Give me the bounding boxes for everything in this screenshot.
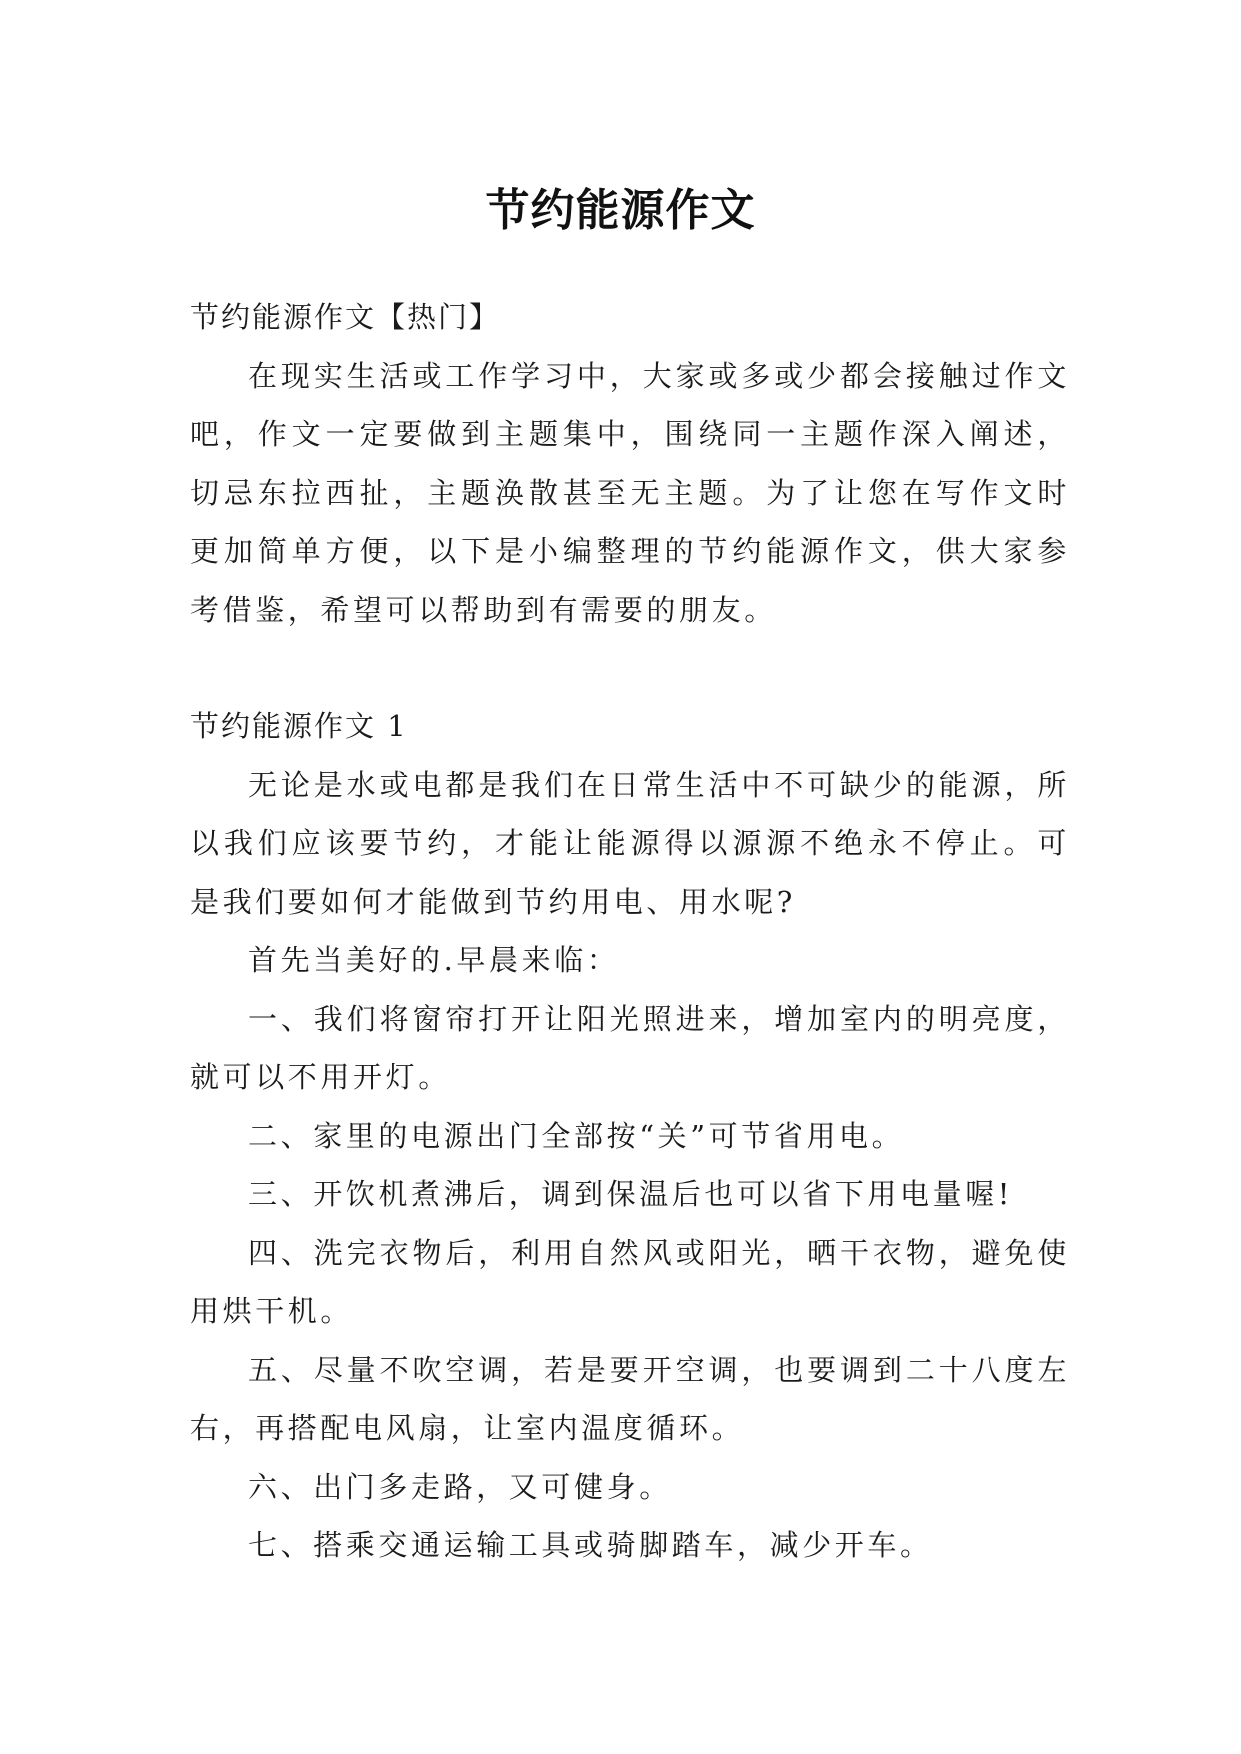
list-item: 五、尽量不吹空调，若是要开空调，也要调到二十八度左右，再搭配电风扇，让室内温度循环。 bbox=[190, 1352, 1070, 1445]
subtitle: 节约能源作文【热门】 bbox=[190, 300, 501, 334]
section-heading: 节约能源作文 1 bbox=[190, 709, 408, 743]
list-item: 二、家里的电源出门全部按“关”可节省用电。 bbox=[248, 1118, 905, 1153]
list-item: 一、我们将窗帘打开让阳光照进来，增加室内的明亮度，就可以不用开灯。 bbox=[190, 1001, 1070, 1094]
list-item: 三、开饮机煮沸后，调到保温后也可以省下用电量喔! bbox=[248, 1177, 1014, 1211]
paragraph: 首先当美好的.早晨来临： bbox=[248, 943, 620, 977]
list-item: 七、搭乘交通运输工具或骑脚踏车，减少开车。 bbox=[248, 1528, 933, 1562]
document-body bbox=[190, 288, 1070, 1575]
list-item: 四、洗完衣物后，利用自然风或阳光，晒干衣物，避免使用烘干机。 bbox=[190, 1235, 1070, 1328]
list-item: 六、出门多走路，又可健身。 bbox=[248, 1469, 672, 1504]
paragraph: 无论是水或电都是我们在日常生活中不可缺少的能源，所以我们应该要节约，才能让能源得以源源不绝永不停止。可是我们要如何才能做到节约用电、用水呢? bbox=[190, 767, 1070, 919]
document-title: 节约能源作文 bbox=[485, 185, 756, 237]
section-spacer bbox=[190, 639, 1070, 697]
intro-paragraph: 在现实生活或工作学习中，大家或多或少都会接触过作文吧，作文一定要做到主题集中，围绕同一主题作深入阐述，切忌东拉西扯，主题涣散甚至无主题。为了让您在写作文时更加简单方便，以下是小编整理的节约能源作文，供大家参考借鉴，希望可以帮助到有需要的朋友。 bbox=[190, 358, 1070, 627]
